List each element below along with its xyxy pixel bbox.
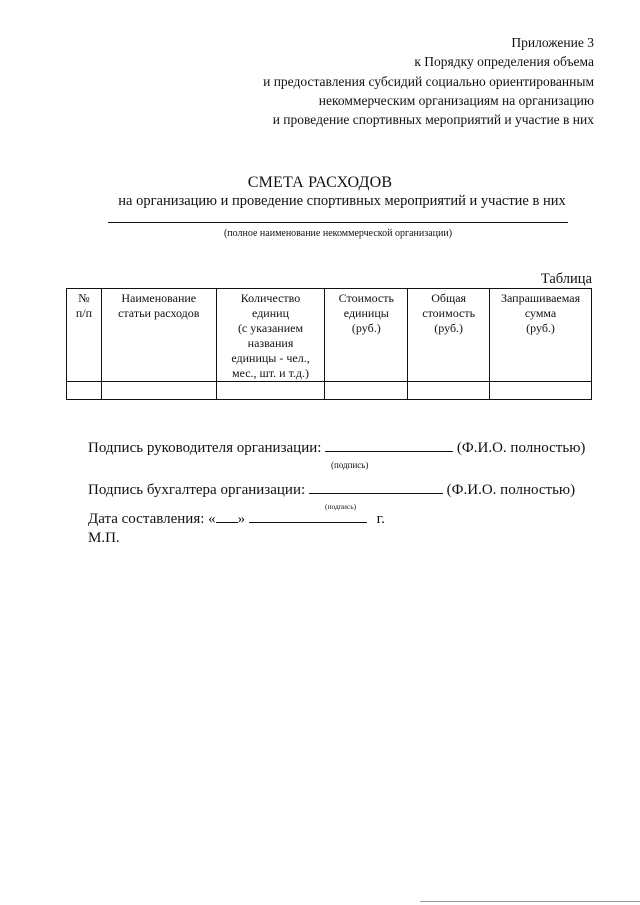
page-bottom-rule [420,901,640,902]
appendix-block [263,33,594,129]
date-year-label: г. [376,511,385,527]
estimate-table [66,288,592,400]
appendix-line: к Порядку определения объема [414,54,594,70]
date-label: Дата составления: « [88,511,216,527]
cell-total-cost[interactable] [408,382,490,400]
header-requested-amount: Запрашиваемая сумма (руб.) [490,289,592,382]
stamp-label: М.П. [88,530,120,546]
appendix-line: Приложение 3 [511,35,594,50]
head-signature-caption: (подпись) [331,460,369,470]
appendix-line: и проведение спортивных мероприятий и участие в них [272,112,594,128]
accountant-signature-caption: (подпись) [325,502,357,511]
table-header-row [67,289,592,382]
head-signature-label: Подпись руководителя организации: [88,440,322,456]
appendix-line: и предоставления субсидий социально ориентированным [263,73,594,89]
accountant-signature-row [88,482,575,499]
header-unit-cost: Стоимость единицы (руб.) [325,289,408,382]
appendix-line: некоммерческим организациям на организацию [318,92,594,108]
table-label: Таблица [540,271,592,287]
head-signature-row [88,440,585,457]
head-signature-line[interactable] [325,451,453,452]
org-name-line[interactable] [108,222,568,223]
org-name-caption: (полное наименование некоммерческой организации) [223,228,453,239]
document-subtitle: на организацию и проведение спортивных мероприятий и участие в них [118,193,566,209]
accountant-fio-label: (Ф.И.О. полностью) [446,482,576,498]
date-day-line[interactable] [216,522,238,523]
header-item-name: Наименование статьи расходов [101,289,216,382]
table-row [67,382,592,400]
cell-requested-amount[interactable] [490,382,592,400]
document-title: СМЕТА РАСХОДОВ [247,174,393,191]
date-row [88,511,385,528]
cell-item-name[interactable] [101,382,216,400]
header-total-cost: Общая стоимость (руб.) [408,289,490,382]
header-number: № п/п [67,289,102,382]
header-quantity: Количество единиц (с указанием названия единицы - чел., мес., шт. и т.д.) [216,289,325,382]
date-month-line[interactable] [249,522,367,523]
date-quote: » [237,511,246,527]
accountant-signature-line[interactable] [309,493,443,494]
head-fio-label: (Ф.И.О. полностью) [456,440,586,456]
cell-quantity[interactable] [216,382,325,400]
accountant-signature-label: Подпись бухгалтера организации: [88,482,306,498]
cell-number[interactable] [67,382,102,400]
cell-unit-cost[interactable] [325,382,408,400]
